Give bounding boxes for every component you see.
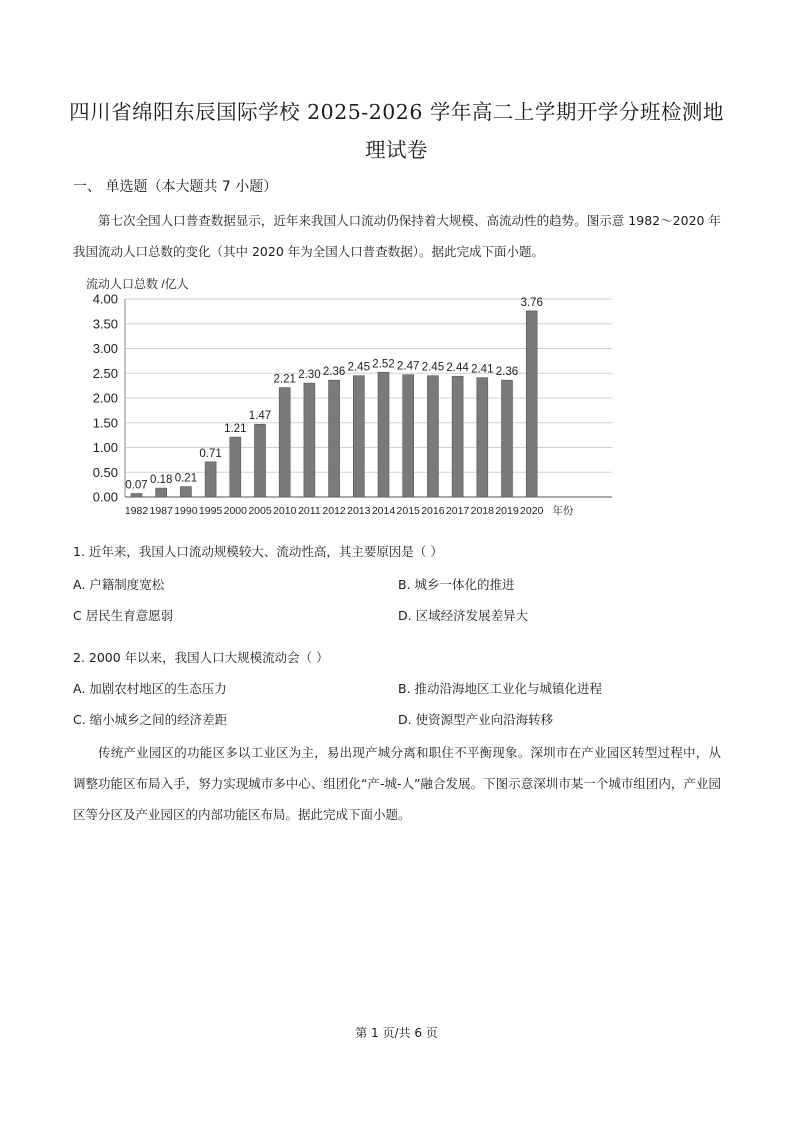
data-label-1990: 0.21 — [174, 472, 198, 485]
question-2-option-a[interactable]: A. 加剧农村地区的生态压力 — [73, 681, 227, 696]
y-tick-label: 1.50 — [92, 415, 118, 431]
bar-1995 — [205, 462, 216, 497]
page-footer: 第 1 页/共 6 页 — [355, 1026, 438, 1040]
question-2-stem: 2. 2000 年以来，我国人口大规模流动会（ ） — [73, 650, 329, 665]
section-heading: 一、 单选题（本大题共 7 小题） — [73, 179, 278, 195]
data-label-2016: 2.45 — [421, 361, 445, 374]
x-tick-label: 2014 — [371, 505, 396, 517]
x-tick-label: 2015 — [396, 505, 420, 517]
title-line-2: 理试卷 — [365, 138, 428, 162]
x-tick-label: 1987 — [149, 505, 173, 517]
data-label-2019: 2.36 — [495, 366, 519, 379]
x-tick-label: 2020 — [520, 505, 544, 517]
x-tick-label: 2010 — [273, 505, 297, 517]
bar-2011 — [304, 383, 315, 497]
y-tick-label: 1.00 — [92, 440, 118, 455]
bar-2014 — [378, 372, 389, 497]
x-tick-label: 2012 — [322, 505, 346, 517]
migrant-population-chart — [80, 272, 640, 520]
bar-1987 — [156, 488, 167, 497]
bar-2010 — [279, 388, 290, 497]
x-tick-label: 2019 — [495, 505, 519, 517]
data-label-2017: 2.44 — [446, 362, 469, 375]
bar-2020 — [526, 311, 537, 497]
question-1-option-a[interactable]: A. 户籍制度宽松 — [73, 577, 165, 592]
x-tick-label: 2018 — [470, 505, 494, 517]
x-tick-label: 2005 — [248, 505, 272, 517]
x-tick-label: 2011 — [298, 505, 321, 517]
data-label-1995: 0.71 — [199, 447, 222, 460]
data-label-2014: 2.52 — [372, 358, 395, 371]
data-label-1982: 0.07 — [125, 479, 148, 492]
question-2-option-c[interactable]: C. 缩小城乡之间的经济差距 — [73, 712, 228, 727]
bar-2016 — [427, 376, 438, 497]
title-line-1: 四川省绵阳东辰国际学校 2025-2026 学年高二上学期开学分班检测地 — [69, 100, 724, 124]
bar-2015 — [403, 375, 414, 497]
x-tick-label: 1990 — [174, 505, 198, 517]
x-tick-label: 1995 — [198, 505, 223, 517]
x-tick-label: 2016 — [421, 505, 445, 517]
data-label-2000: 1.21 — [224, 423, 247, 436]
passage-2: 传统产业园区的功能区多以工业区为主，易出现产城分离和职住不平衡现象。深圳市在产业园区转型过程中，从调整功能区布局入手，努力实现城市多中心、组团化“产-城-人”融合发展。下图示意深圳市某一个城市组团内，产业园区等分区及产业园区的内部功能区布局。据此完成下面小题。 — [73, 745, 721, 822]
data-label-2018: 2.41 — [471, 363, 494, 376]
question-2-option-b[interactable]: B. 推动沿海地区工业化与城镇化进程 — [398, 681, 603, 696]
data-label-2011: 2.30 — [298, 369, 321, 382]
bar-1990 — [180, 487, 191, 497]
bar-2013 — [353, 376, 364, 497]
y-tick-label: 2.50 — [92, 365, 118, 381]
data-label-2020: 3.76 — [520, 296, 543, 309]
question-1-option-c[interactable]: C 居民生育意愿弱 — [73, 608, 174, 623]
y-tick-label: 0.50 — [92, 464, 118, 480]
question-1-option-b[interactable]: B. 城乡一体化的推进 — [398, 577, 515, 592]
y-tick-label: 3.00 — [92, 341, 118, 356]
y-tick-label: 4.00 — [92, 291, 118, 307]
bar-2000 — [230, 437, 241, 497]
data-label-2010: 2.21 — [273, 373, 296, 386]
y-axis-title: 流动人口总数 /亿人 — [86, 277, 189, 291]
y-tick-label: 0.00 — [92, 489, 118, 505]
x-tick-label: 2013 — [347, 505, 371, 517]
bar-2018 — [477, 378, 488, 497]
bar-2005 — [255, 424, 266, 497]
question-1-option-d[interactable]: D. 区域经济发展差异大 — [398, 608, 529, 623]
bar-2012 — [329, 380, 340, 497]
data-label-1987: 0.18 — [150, 474, 173, 487]
bar-2019 — [502, 380, 513, 497]
question-1-stem: 1. 近年来，我国人口流动规模较大、流动性高，其主要原因是（ ） — [73, 544, 443, 559]
data-label-2015: 2.47 — [397, 360, 420, 373]
question-2-option-d[interactable]: D. 使资源型产业向沿海转移 — [398, 712, 554, 727]
document-title — [60, 93, 733, 169]
y-tick-label: 3.50 — [92, 316, 118, 332]
x-tick-label: 2017 — [445, 505, 470, 517]
x-tick-label: 1982 — [124, 505, 149, 517]
bar-1982 — [131, 494, 142, 497]
x-tick-label: 2000 — [223, 505, 247, 517]
data-label-2012: 2.36 — [322, 366, 346, 379]
y-tick-label: 2.00 — [92, 390, 118, 406]
bar-2017 — [452, 376, 463, 497]
x-axis-title: 年份 — [552, 505, 574, 517]
data-label-2013: 2.45 — [347, 361, 370, 374]
passage-1: 第七次全国人口普查数据显示，近年来我国人口流动仍保持着大规模、高流动性的趋势。图示意 1982～2020 年我国流动人口总数的变化（其中 2020 年为全国人口普查数据）。据此完成下面小题。 — [73, 213, 721, 259]
data-label-2005: 1.47 — [248, 410, 272, 423]
